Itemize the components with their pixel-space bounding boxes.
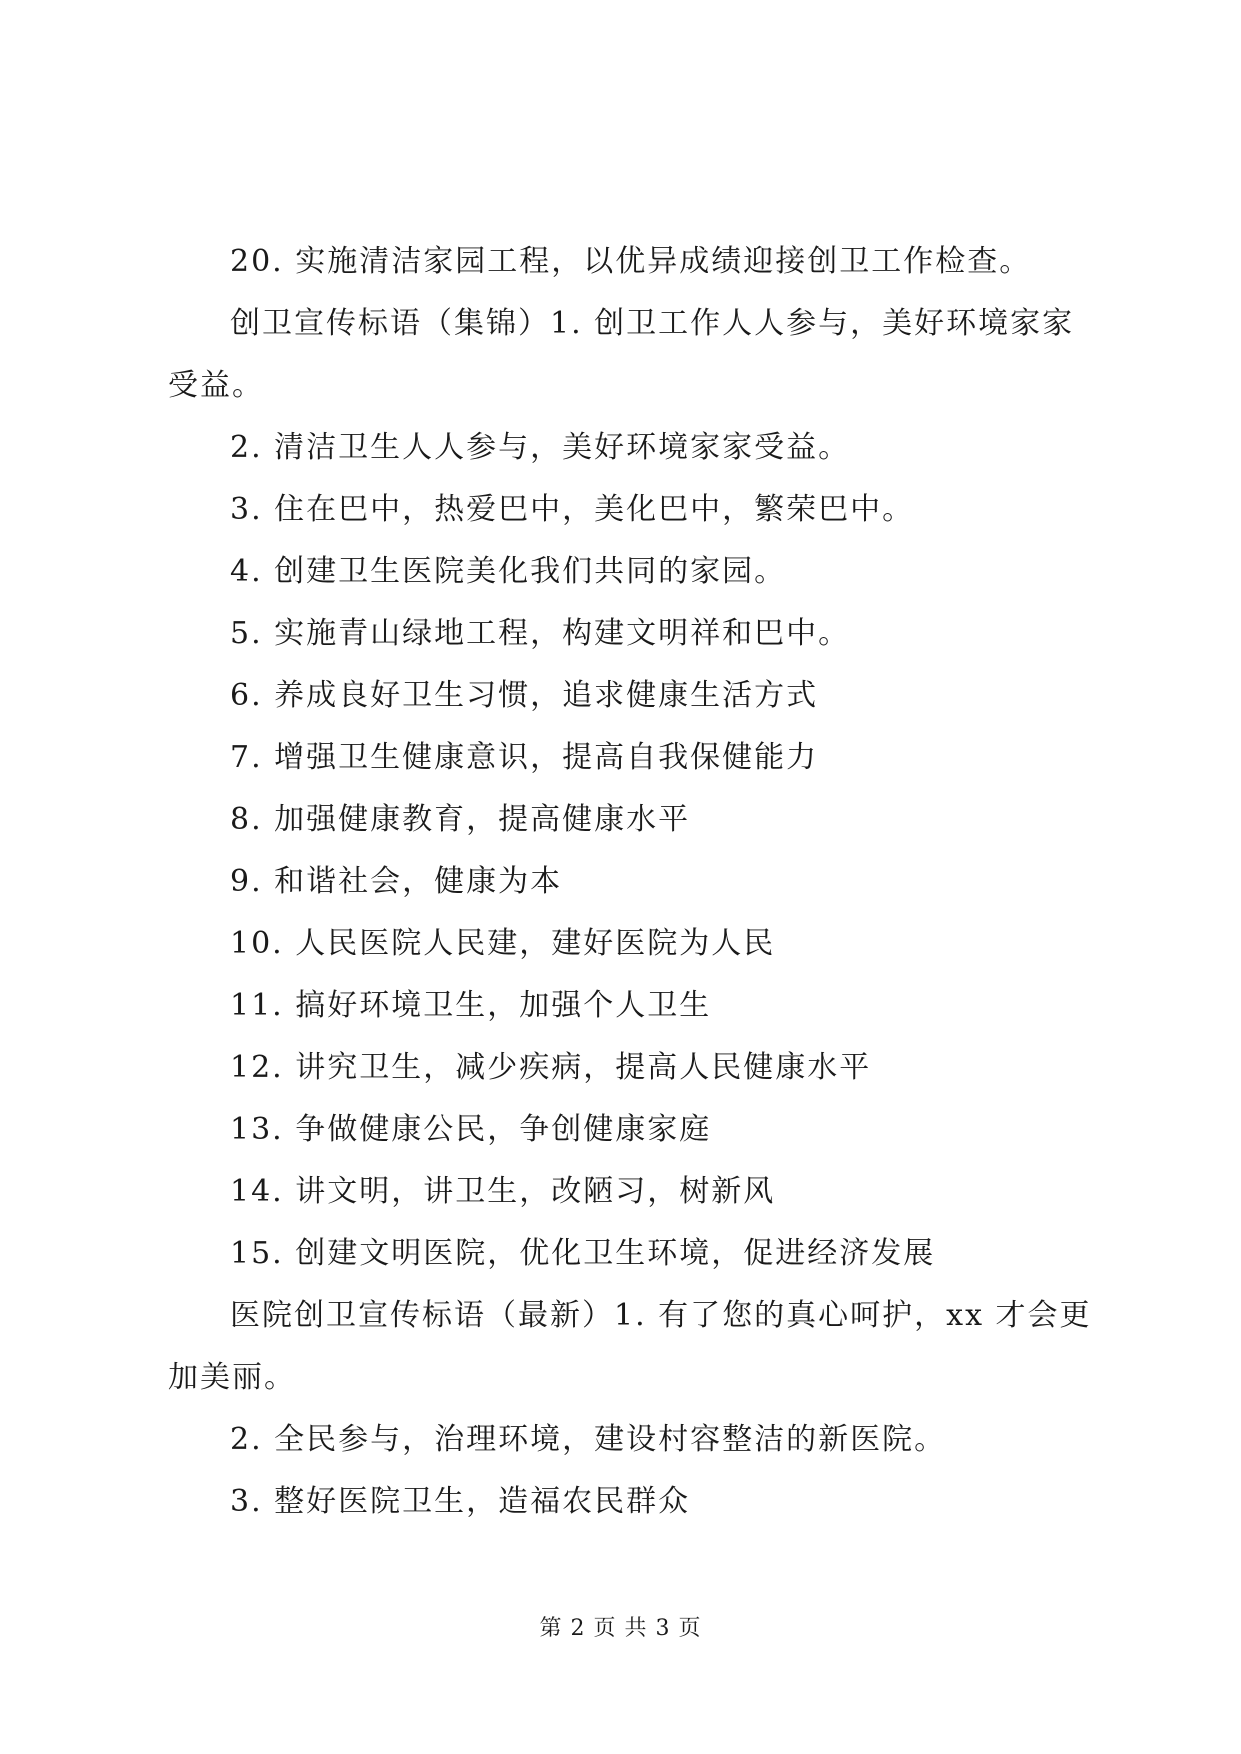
paragraph: 4. 创建卫生医院美化我们共同的家园。 <box>230 554 787 589</box>
paragraph: 3. 住在巴中，热爱巴中，美化巴中，繁荣巴中。 <box>230 492 915 527</box>
paragraph: 8. 加强健康教育，提高健康水平 <box>230 802 691 837</box>
paragraph: 15. 创建文明医院，优化卫生环境，促进经济发展 <box>230 1236 936 1271</box>
paragraph: 14. 讲文明，讲卫生，改陋习，树新风 <box>230 1174 776 1209</box>
paragraph: 9. 和谐社会，健康为本 <box>230 864 563 899</box>
paragraph: 20. 实施清洁家园工程，以优异成绩迎接创卫工作检查。 <box>230 244 1032 279</box>
page-number-footer: 第 2 页 共 3 页 <box>539 1616 702 1641</box>
document-body <box>168 231 1093 1533</box>
paragraph: 2. 全民参与，治理环境，建设村容整洁的新医院。 <box>230 1422 947 1457</box>
paragraph: 7. 增强卫生健康意识，提高自我保健能力 <box>230 740 819 775</box>
paragraph: 创卫宣传标语（集锦）1. 创卫工作人人参与，美好环境家家受益。 <box>168 306 1075 403</box>
paragraph: 5. 实施青山绿地工程，构建文明祥和巴中。 <box>230 616 851 651</box>
paragraph: 13. 争做健康公民，争创健康家庭 <box>230 1112 712 1147</box>
paragraph: 2. 清洁卫生人人参与，美好环境家家受益。 <box>230 430 851 465</box>
paragraph: 10. 人民医院人民建，建好医院为人民 <box>230 926 776 961</box>
paragraph: 6. 养成良好卫生习惯，追求健康生活方式 <box>230 678 819 713</box>
paragraph: 11. 搞好环境卫生，加强个人卫生 <box>230 988 712 1023</box>
paragraph: 医院创卫宣传标语（最新）1. 有了您的真心呵护，xx 才会更加美丽。 <box>168 1298 1092 1395</box>
paragraph: 12. 讲究卫生，减少疾病，提高人民健康水平 <box>230 1050 872 1085</box>
paragraph: 3. 整好医院卫生，造福农民群众 <box>230 1484 691 1519</box>
